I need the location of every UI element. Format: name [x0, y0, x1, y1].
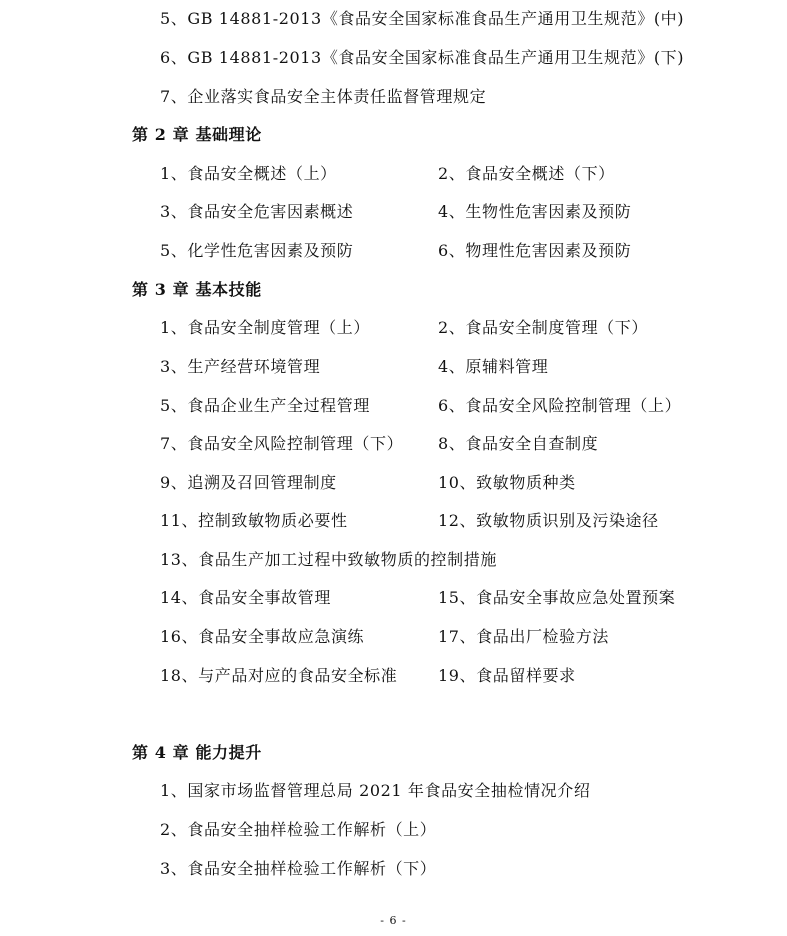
list-item: 15、食品安全事故应急处置预案: [438, 588, 676, 607]
list-item: 4、原辅料管理: [438, 357, 549, 376]
list-item: 10、致敏物质种类: [438, 473, 576, 492]
list-item: 2、食品安全抽样检验工作解析（上）: [160, 820, 437, 839]
list-item: 6、物理性危害因素及预防: [438, 241, 632, 260]
chapter-3-title: 第 3 章 基本技能: [132, 280, 262, 299]
list-item: 5、食品企业生产全过程管理: [160, 396, 370, 415]
list-item: 9、追溯及召回管理制度: [160, 473, 337, 492]
list-item: 5、GB 14881-2013《食品安全国家标准食品生产通用卫生规范》(中): [160, 9, 685, 28]
list-item: 1、食品安全概述（上）: [160, 164, 337, 183]
list-item: 3、食品安全抽样检验工作解析（下）: [160, 859, 437, 878]
list-item: 4、生物性危害因素及预防: [438, 202, 632, 221]
chapter-4-title: 第 4 章 能力提升: [132, 743, 262, 762]
list-item: 12、致敏物质识别及污染途径: [438, 511, 659, 530]
list-item: 6、GB 14881-2013《食品安全国家标准食品生产通用卫生规范》(下): [160, 48, 685, 67]
list-item: 18、与产品对应的食品安全标准: [160, 666, 398, 685]
list-item: 11、控制致敏物质必要性: [160, 511, 348, 530]
page-number: - 6 -: [380, 914, 407, 927]
chapter-2-title: 第 2 章 基础理论: [132, 125, 262, 144]
list-item: 3、生产经营环境管理: [160, 357, 321, 376]
list-item: 7、企业落实食品安全主体责任监督管理规定: [160, 87, 487, 106]
list-item: 13、食品生产加工过程中致敏物质的控制措施: [160, 550, 497, 569]
list-item: 5、化学性危害因素及预防: [160, 241, 354, 260]
list-item: 1、国家市场监督管理总局 2021 年食品安全抽检情况介绍: [160, 781, 591, 800]
list-item: 17、食品出厂检验方法: [438, 627, 609, 646]
list-item: 7、食品安全风险控制管理（下）: [160, 434, 404, 453]
list-item: 6、食品安全风险控制管理（上）: [438, 396, 682, 415]
list-item: 3、食品安全危害因素概述: [160, 202, 354, 221]
list-item: 14、食品安全事故管理: [160, 588, 331, 607]
list-item: 2、食品安全制度管理（下）: [438, 318, 648, 337]
list-item: 1、食品安全制度管理（上）: [160, 318, 370, 337]
list-item: 16、食品安全事故应急演练: [160, 627, 365, 646]
list-item: 8、食品安全自查制度: [438, 434, 599, 453]
list-item: 2、食品安全概述（下）: [438, 164, 615, 183]
list-item: 19、食品留样要求: [438, 666, 576, 685]
